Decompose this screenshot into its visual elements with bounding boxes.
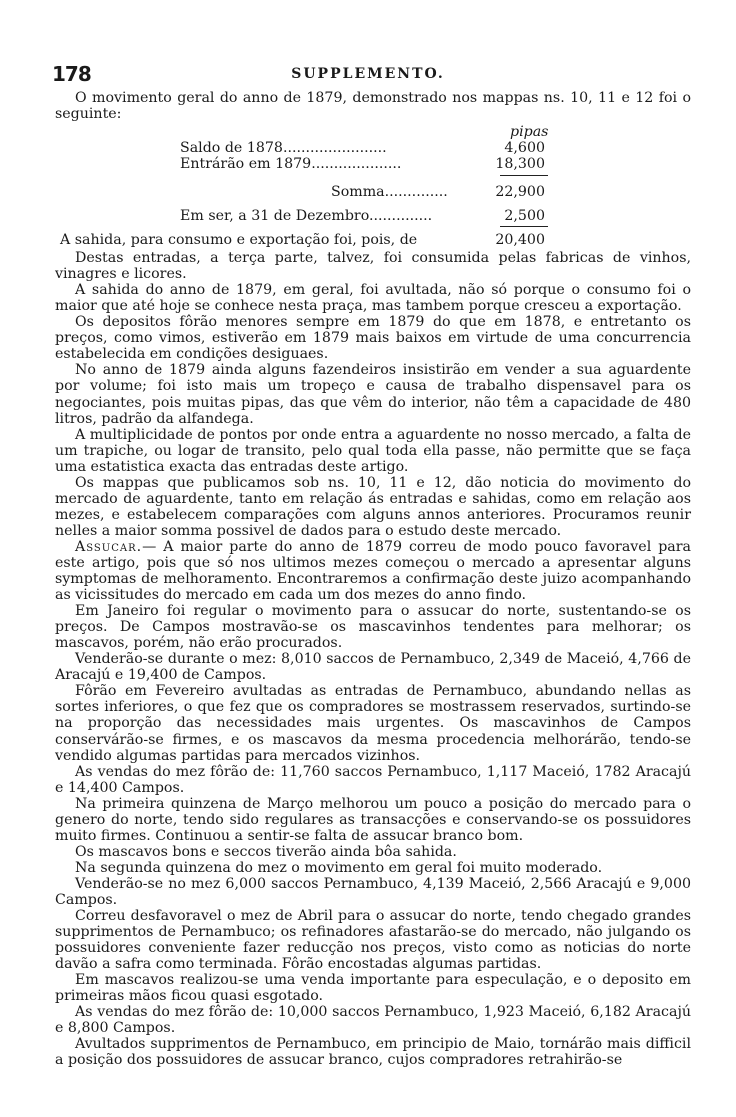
paragraph: Destas entradas, a terça parte, talvez, foi consumida pelas fabricas de vinhos, vinagres e licores. (55, 250, 691, 283)
table-row (331, 184, 448, 200)
row-value: 4,600 (504, 140, 545, 157)
paragraph: Em mascavos realizou-se uma venda importante para especulação, e o deposito em primeiras mãos ficou quasi esgotado. (55, 972, 691, 1005)
section-text: — A maior parte do anno de 1879 correu de modo pouco favoravel para este artigo, pois que só nos ultimos mezes começou o mercado a apresentar alguns symptomas de melhoramento. Encontraremos a confirmação deste juizo acompanhando as vicissitudes do mercado em cada um dos mezes do anno findo. (55, 538, 691, 604)
result-row (60, 232, 417, 248)
sum-rule (500, 175, 548, 176)
page-number: 178 (52, 62, 91, 86)
paragraph: Na primeira quinzena de Março melhorou um pouco a posição do mercado para o genero do norte, tendo sido regulares as transacções e conservando-se os possuidores muito firmes. Continuou a sentir-se falta de assucar branco bom. (55, 795, 691, 844)
assucar-paragraph (55, 539, 691, 603)
paragraph: Os mascavos bons e seccos tiverão ainda bôa sahida. (75, 843, 457, 860)
row-label: Em ser, a 31 de Dezembro.............. (180, 208, 433, 225)
intro-paragraph: O movimento geral do anno de 1879, demonstrado nos mappas ns. 10, 11 e 12 foi o seguinte: (55, 90, 691, 123)
paragraph: Venderão-se durante o mez: 8,010 saccos de Pernambuco, 2,349 de Maceió, 4,766 de Aracajú e 19,400 de Campos. (55, 651, 691, 684)
row-label: Entrárão em 1879.................... (180, 156, 402, 173)
paragraph: Os mappas que publicamos sob ns. 10, 11 e 12, dão noticia do movimento do mercado de aguardente, tanto em relação ás entradas e sahidas, como em relação aos mezes, e estabelecem comparações com alguns annos anteriores. Procuramos reunir nelles a maior somma possivel de dados para o estudo deste mercado. (55, 474, 691, 539)
row-label: Somma.............. (331, 184, 448, 201)
paragraph: Em Janeiro foi regular o movimento para o assucar do norte, sustentando-se os preços. De Campos mostravão-se os mascavinhos tendentes para melhorar; os mascavos, porém, não erão procurados. (55, 603, 691, 652)
result-label: A sahida, para consumo e exportação foi, pois, de (60, 232, 418, 249)
running-head: SUPPLEMENTO. (291, 66, 445, 82)
paragraph: As vendas do mez fôrão de: 10,000 saccos Pernambuco, 1,923 Maceió, 6,182 Aracajú e 8,800 Campos. (55, 1004, 691, 1037)
table-row (180, 140, 387, 156)
row-label: Saldo de 1878....................... (180, 140, 387, 157)
table-row (180, 156, 401, 172)
row-value: 2,500 (504, 208, 545, 225)
difference-rule (500, 226, 548, 227)
paragraph: Venderão-se no mez 6,000 saccos Pernambuco, 4,139 Maceió, 2,566 Aracajú e 9,000 Campos. (55, 875, 691, 908)
paragraph: A multiplicidade de pontos por onde entra a aguardente no nosso mercado, a falta de um trapiche, ou logar de transito, pelo qual toda ella passe, não permitte que se faça uma estatistica exacta das entradas deste artigo. (55, 426, 691, 475)
paragraph: Na segunda quinzena do mez o movimento em geral foi muito moderado. (75, 859, 603, 876)
result-value: 20,400 (495, 232, 545, 249)
paragraph: Correu desfavoravel o mez de Abril para o assucar do norte, tendo chegado grandes supprimentos de Pernambuco; os refinadores afastarão-se do mercado, não julgando os possuidores conveniente fazer reducção nos preços, visto como as noticias do norte davão a safra como terminada. Fôrão encostadas algumas partidas. (55, 908, 691, 973)
paragraph: Avultados supprimentos de Pernambuco, em principio de Maio, tornárão mais difficil a posição dos possuidores de assucar branco, cujos compradores retrahirão-se (55, 1036, 691, 1069)
row-value: 22,900 (495, 184, 545, 201)
paragraph: Os depositos fôrão menores sempre em 1879 do que em 1878, e entretanto os preços, como vimos, estiverão em 1879 mais baixos em virtude de uma concurrencia estabelecida em condições desiguaes. (55, 314, 691, 363)
page-header (52, 62, 684, 84)
summary-table (55, 122, 691, 250)
paragraph: No anno de 1879 ainda alguns fazendeiros insistirão em vender a sua aguardente por volume; foi isto mais um tropeço e causa de trabalho dispensavel para os negociantes, pois muitas pipas, das que vêm do interior, não têm a capacidade de 480 litros, padrão da alfandega. (55, 362, 691, 427)
body-text (55, 90, 691, 1068)
paragraph: Fôrão em Fevereiro avultadas as entradas de Pernambuco, abundando nellas as sortes inferiores, o que fez que os compradores se mostrassem reservados, surtindo-se na proporção das necessidades mais urgentes. Os mascavinhos de Campos conservárão-se firmes, e os mascavos da mesma procedencia melhorárão, tendo-se vendido algumas partidas para mercados vizinhos. (55, 683, 691, 764)
row-value: 18,300 (495, 156, 545, 173)
unit-label: pipas (510, 124, 549, 141)
section-label: Assucar. (75, 538, 143, 555)
table-row (180, 208, 432, 224)
paragraph: A sahida do anno de 1879, em geral, foi avultada, não só porque o consumo foi o maior que até hoje se conhece nesta praça, mas tambem porque cresceu a exportação. (55, 282, 691, 315)
paragraph: As vendas do mez fôrão de: 11,760 saccos Pernambuco, 1,117 Maceió, 1782 Aracajú e 14,400 Campos. (55, 763, 691, 796)
